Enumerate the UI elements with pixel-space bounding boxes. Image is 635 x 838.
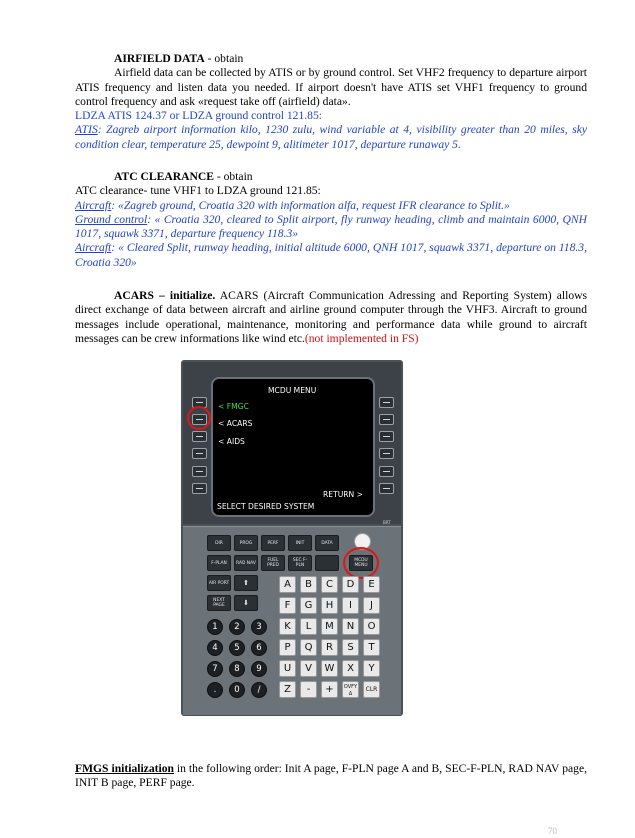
key-letter[interactable]: Q	[300, 639, 317, 656]
key-digit[interactable]: 8	[229, 661, 245, 677]
airfield-title: AIRFIELD DATA	[114, 52, 205, 65]
ldza-line: LDZA ATIS 124.37 or LDZA ground control 121.85:	[75, 109, 322, 123]
key-letter[interactable]: M	[321, 618, 338, 635]
key-ovfy[interactable]: OVFY Δ	[342, 681, 359, 698]
lsk-5l[interactable]	[192, 466, 207, 477]
atc-title: ATC CLEARANCE	[114, 170, 214, 183]
fmgs-label: FMGS initialization	[75, 762, 174, 775]
key-data[interactable]: DATA	[315, 535, 339, 551]
ground-text: : « Croatia 320, cleared to Split airport, fly runway heading, climb and maintain 6000, QNH 1017, squawk 3371, departure frequency 118.3»	[75, 212, 587, 241]
acars-highlight-ring	[187, 406, 211, 430]
mcdu-screen-title: MCDU MENU	[268, 386, 317, 395]
mcdu-return: RETURN >	[323, 490, 364, 499]
ground-label: Ground control	[75, 212, 148, 226]
key-letter[interactable]: V	[300, 660, 317, 677]
mcdu-item-acars: < ACARS	[218, 419, 253, 428]
key-letter[interactable]: D	[342, 576, 359, 593]
key-letter[interactable]: O	[363, 618, 380, 635]
key-fuel-pred[interactable]: FUEL PRED	[261, 555, 285, 571]
key-letter[interactable]: L	[300, 618, 317, 635]
acars-text: ACARS (Aircraft Communication Adressing and Reporting System) allows direct exchange of data between aircraft and airline ground computer through the VHF3. Aircraft to ground messages include operational, maintenance, monitoring and performance data while ground to aircraft messages can be crew informations like wind etc.	[75, 289, 587, 345]
key-letter[interactable]: S	[342, 639, 359, 656]
key-up-arrow[interactable]: ⬆	[234, 575, 258, 591]
key-letter[interactable]: N	[342, 618, 359, 635]
key-digit[interactable]: 5	[229, 640, 245, 656]
aircraft-text-1: : «Zagreb ground, Croatia 320 with information alfa, request IFR clearance to Split.»	[111, 198, 510, 212]
lsk-3r[interactable]	[379, 431, 394, 442]
atc-aircraft-line-2	[75, 241, 587, 270]
lsk-5r[interactable]	[379, 466, 394, 477]
key-next-page[interactable]: NEXT PAGE	[207, 595, 231, 611]
acars-body	[75, 289, 587, 346]
brt-label: BRT	[383, 520, 391, 525]
mcdu-item-fmgc: < FMGC	[218, 402, 249, 411]
key-down-arrow[interactable]: ⬇	[234, 595, 258, 611]
mcdu-bezel	[183, 362, 401, 524]
key-letter[interactable]: Y	[363, 660, 380, 677]
mcdu-menu-highlight-ring	[343, 547, 379, 579]
acars-note: (not implemented in FS)	[304, 331, 419, 345]
key-letter[interactable]: F	[279, 597, 296, 614]
airfield-heading	[75, 52, 587, 66]
key-sec-fpln[interactable]: SEC F-PLN	[288, 555, 312, 571]
atis-line	[75, 123, 587, 152]
lsk-3l[interactable]	[192, 431, 207, 442]
lsk-1r[interactable]	[379, 397, 394, 408]
lsk-6l[interactable]	[192, 483, 207, 494]
key-letter[interactable]: C	[321, 576, 338, 593]
key-f-plan[interactable]: F-PLAN	[207, 555, 231, 571]
acars-title: ACARS – initialize.	[114, 289, 216, 302]
key-letter[interactable]: R	[321, 639, 338, 656]
mcdu-screen	[211, 377, 375, 517]
key-letter[interactable]: X	[342, 660, 359, 677]
key-clr[interactable]: CLR	[363, 681, 380, 698]
key-letter[interactable]: K	[279, 618, 296, 635]
atc-aircraft-line-1	[75, 199, 587, 213]
mcdu-image	[181, 360, 403, 716]
key-rad-nav[interactable]: RAD NAV	[234, 555, 258, 571]
fmgs-body	[75, 762, 587, 791]
key-digit[interactable]: 7	[207, 661, 223, 677]
atc-heading	[75, 170, 587, 184]
key-digit[interactable]: 6	[251, 640, 267, 656]
key-letter[interactable]: Z	[279, 681, 296, 698]
key-dot[interactable]: .	[207, 682, 223, 698]
page-number: 70	[548, 826, 557, 836]
key-init[interactable]: INIT	[288, 535, 312, 551]
key-dir[interactable]: DIR	[207, 535, 231, 551]
key-letter[interactable]: T	[363, 639, 380, 656]
lsk-2r[interactable]	[379, 414, 394, 425]
key-mcdu-menu[interactable]: MCDU MENU	[349, 555, 373, 571]
key-letter[interactable]: B	[300, 576, 317, 593]
key-blank[interactable]	[315, 555, 339, 571]
key-letter[interactable]: A	[279, 576, 296, 593]
key-minus[interactable]: -	[300, 681, 317, 698]
key-digit[interactable]: 3	[251, 619, 267, 635]
key-plus[interactable]: +	[321, 681, 338, 698]
atc-section	[75, 170, 587, 270]
atc-ground-line	[75, 213, 587, 242]
key-digit[interactable]: 0	[229, 682, 245, 698]
aircraft-text-2: : « Cleared Split, runway heading, initial altitude 6000, QNH 1017, squawk 3371, departure on 118.3, Croatia 320»	[75, 241, 587, 269]
atis-text: : Zagreb airport information kilo, 1230 zulu, wind variable at 4, visibility greater than 20 miles, sky condition clear, temperature 25, dewpoint 9, alitimeter 1017, departure runaway 5.	[75, 123, 587, 151]
key-digit[interactable]: 2	[229, 619, 245, 635]
lsk-4r[interactable]	[379, 448, 394, 459]
mcdu-item-aids: < AIDS	[218, 437, 245, 446]
key-perf[interactable]: PERF	[261, 535, 285, 551]
fmgs-section	[75, 762, 587, 791]
mcdu-keypad	[183, 526, 401, 715]
lsk-6r[interactable]	[379, 483, 394, 494]
key-digit[interactable]: 1	[207, 619, 223, 635]
key-slash[interactable]: /	[251, 682, 267, 698]
mcdu-scratchpad: SELECT DESIRED SYSTEM	[217, 502, 315, 511]
acars-section	[75, 289, 587, 346]
airfield-section	[75, 52, 587, 152]
lsk-4l[interactable]	[192, 448, 207, 459]
key-airport[interactable]: AIR PORT	[207, 575, 231, 591]
key-letter[interactable]: E	[363, 576, 380, 593]
fmgs-text: in the following order: Init A page, F-PLN page A and B, SEC-F-PLN, RAD NAV page, INIT B page, PERF page.	[75, 762, 587, 790]
key-letter[interactable]: U	[279, 660, 296, 677]
atis-label: ATIS	[75, 123, 98, 137]
atc-suffix: - obtain	[213, 170, 253, 183]
atc-intro: ATC clearance- tune VHF1 to LDZA ground 121.85:	[75, 184, 321, 198]
key-letter[interactable]: J	[363, 597, 380, 614]
key-digit[interactable]: 4	[207, 640, 223, 656]
key-prog[interactable]: PROG	[234, 535, 258, 551]
airfield-suffix: - obtain	[204, 52, 244, 65]
key-letter[interactable]: I	[342, 597, 359, 614]
key-letter[interactable]: W	[321, 660, 338, 677]
aircraft-label-2: Aircraft	[75, 241, 112, 255]
key-letter[interactable]: P	[279, 639, 296, 656]
aircraft-label-1: Aircraft	[75, 198, 112, 212]
key-letter[interactable]: G	[300, 597, 317, 614]
airfield-body: Airfield data can be collected by ATIS or by ground control. Set VHF2 frequency to departure airport ATIS frequency and listen data you needed. If airport doesn't have ATIS set VHF1 frequency to ground control frequency and ask «request take off (airfield) data».	[75, 66, 587, 108]
key-letter[interactable]: H	[321, 597, 338, 614]
key-digit[interactable]: 9	[251, 661, 267, 677]
